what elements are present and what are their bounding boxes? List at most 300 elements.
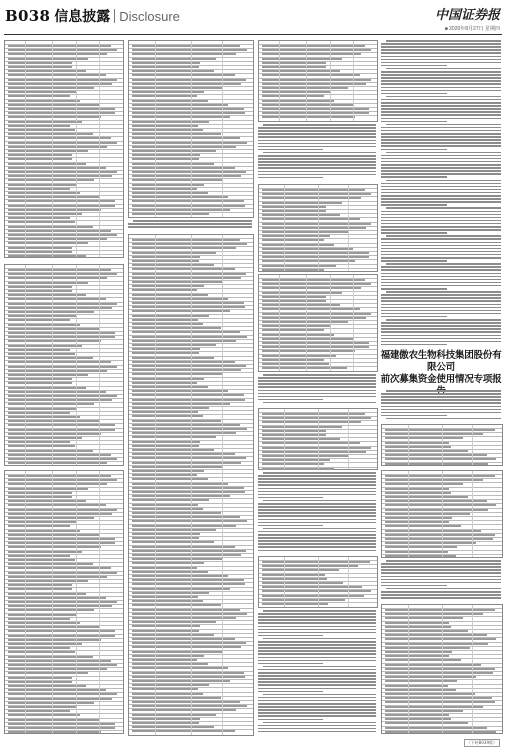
table-row [132, 361, 235, 363]
table-income-statement [4, 264, 124, 466]
table-row [8, 349, 70, 351]
table-row [132, 188, 197, 190]
table-row [262, 451, 366, 453]
table-column-rule [318, 185, 319, 271]
text-line [258, 700, 376, 702]
table-row [262, 338, 353, 340]
text-line [258, 396, 376, 398]
table-row [132, 243, 247, 245]
table-row [132, 428, 247, 430]
table-row [8, 163, 86, 165]
table-row [132, 91, 204, 93]
text-line [258, 130, 376, 132]
table-row [132, 579, 244, 581]
header-rule [4, 34, 502, 35]
text-line [258, 543, 376, 545]
table-fund-usage [258, 408, 378, 470]
table-column-rule [318, 557, 319, 607]
text-line [263, 528, 376, 530]
table-column-rule [155, 41, 156, 217]
text-line [263, 374, 376, 376]
table-row [132, 273, 246, 275]
table-row [132, 613, 247, 615]
table-row [8, 175, 112, 177]
text-line [258, 177, 323, 179]
table-row [132, 541, 214, 543]
text-line [258, 494, 376, 496]
text-line [381, 597, 501, 599]
text-line [258, 635, 323, 637]
table-row [8, 719, 99, 721]
table-row [262, 442, 360, 444]
table-row [132, 684, 209, 686]
table-row [132, 609, 240, 611]
text-block [381, 560, 501, 600]
table-column-rule [76, 41, 77, 257]
text-block [258, 124, 376, 180]
table-row [132, 277, 241, 279]
table-row [132, 399, 245, 401]
table-row [132, 184, 204, 186]
table-column-rule [155, 235, 156, 735]
table-row [262, 430, 326, 432]
table-column-rule [191, 235, 192, 735]
table-row [132, 604, 221, 606]
table-row [132, 592, 209, 594]
table-row [132, 533, 200, 535]
text-line [381, 563, 501, 565]
table-row [8, 45, 111, 47]
text-line [381, 591, 501, 593]
table-row [8, 238, 107, 240]
table-row [385, 685, 448, 687]
text-line [258, 684, 376, 686]
table-row [8, 618, 70, 620]
issue-date: ■ 2020年8月27日 星期四 [444, 26, 500, 32]
table-row [385, 710, 463, 712]
table-row [8, 551, 82, 553]
table-row [385, 525, 461, 527]
table-row [132, 630, 199, 632]
table-row [132, 411, 198, 413]
table-row [132, 420, 221, 422]
table-row [385, 546, 457, 548]
text-line [386, 560, 501, 562]
table-row [385, 513, 470, 515]
table-row [132, 567, 197, 569]
table-row [8, 125, 70, 127]
text-line [258, 136, 376, 138]
table-column-rule [353, 275, 354, 371]
text-line [258, 171, 376, 173]
table-row [132, 491, 245, 493]
table-row [262, 574, 325, 576]
table-row [8, 116, 101, 118]
table-row [262, 235, 330, 237]
table-row [262, 468, 334, 470]
table-investment-projects [381, 604, 503, 734]
table-row [132, 625, 200, 627]
table-row [132, 667, 228, 669]
text-line [381, 572, 501, 574]
table-column-rule [99, 265, 100, 465]
table-column-rule [99, 471, 100, 733]
table-row [8, 399, 112, 401]
table-row [262, 334, 334, 336]
table-row [8, 95, 70, 97]
table-row [385, 463, 488, 465]
table-row [132, 432, 236, 434]
column-2 [128, 38, 254, 738]
text-line [381, 566, 501, 568]
table-row [385, 714, 449, 716]
table-column-rule [52, 265, 53, 465]
text-line [258, 644, 376, 646]
table-row [385, 437, 463, 439]
text-line [258, 647, 376, 649]
table-row [132, 104, 228, 106]
table-row [8, 286, 72, 288]
table-row [262, 269, 324, 271]
table-row [262, 413, 365, 415]
table-row [262, 300, 326, 302]
masthead-divider [114, 9, 115, 23]
table-row [132, 163, 214, 165]
table-row [8, 146, 107, 148]
table-row [132, 150, 216, 152]
table-row [132, 79, 246, 81]
table-row [132, 121, 209, 123]
table-row [8, 294, 86, 296]
text-line [258, 725, 376, 727]
table-row [8, 221, 75, 223]
table-row [8, 710, 70, 712]
table-row [8, 668, 107, 670]
table-row [385, 706, 483, 708]
table-row [132, 558, 223, 560]
text-line [258, 703, 376, 705]
text-line [258, 380, 376, 382]
table-row [262, 561, 370, 563]
table-row [132, 365, 246, 367]
table-row [8, 412, 70, 414]
table-row [8, 167, 106, 169]
text-line [381, 399, 501, 401]
table-row [132, 268, 235, 270]
table-column-rule [472, 425, 473, 465]
table-row [132, 642, 246, 644]
text-line [258, 161, 376, 163]
table-row [132, 487, 244, 489]
text-line [258, 616, 376, 618]
table-row [132, 340, 236, 342]
text-line [258, 506, 376, 508]
table-row [8, 209, 101, 211]
table-row [8, 731, 101, 733]
text-line [258, 519, 376, 521]
table-ratios [258, 184, 378, 272]
table-row [132, 192, 208, 194]
text-block [128, 220, 252, 230]
table-row [385, 488, 449, 490]
text-line [258, 377, 376, 379]
table-row [132, 260, 199, 262]
table-row [8, 378, 72, 380]
table-row [132, 730, 235, 732]
table-row [8, 324, 80, 326]
text-line [258, 133, 376, 135]
text-line [381, 415, 447, 417]
table-row [132, 474, 197, 476]
text-line [258, 715, 376, 717]
text-line [258, 626, 376, 628]
text-line [263, 666, 376, 668]
table-fund-comparison [381, 470, 503, 558]
table-row [385, 680, 457, 682]
column-3 [258, 38, 378, 738]
table-row [8, 217, 70, 219]
table-row [132, 415, 203, 417]
table-row [132, 344, 216, 346]
table-row [385, 638, 496, 640]
table-row [8, 53, 107, 55]
table-row [385, 622, 449, 624]
table-row [8, 74, 106, 76]
table-row [132, 617, 236, 619]
text-line [258, 540, 376, 542]
table-row [385, 643, 488, 645]
table-row [132, 575, 228, 577]
text-line [381, 402, 501, 404]
table-row [132, 621, 216, 623]
table-row [132, 213, 209, 215]
text-block [258, 472, 376, 552]
table-row [262, 565, 358, 567]
table-row [8, 382, 72, 384]
table-row [132, 583, 245, 585]
table-row [8, 681, 72, 683]
table-row [262, 595, 364, 597]
table-row [262, 426, 342, 428]
table-row [262, 287, 361, 289]
table-column-rule [353, 41, 354, 121]
text-line [258, 167, 376, 169]
table-row [132, 137, 240, 139]
table-row [132, 701, 240, 703]
table-row [262, 214, 340, 216]
table-row [132, 108, 244, 110]
table-row [8, 184, 76, 186]
table-row [132, 205, 245, 207]
table-row [262, 202, 342, 204]
table-column-rule [99, 41, 100, 257]
text-line [258, 140, 376, 142]
table-row [132, 508, 203, 510]
section-masthead [5, 6, 180, 26]
table-row [132, 680, 230, 682]
text-line [381, 576, 501, 578]
table-row [8, 319, 70, 321]
table-row [132, 310, 230, 312]
table-row [132, 693, 203, 695]
table-row [132, 588, 230, 590]
text-line [258, 681, 376, 683]
table-row [8, 689, 106, 691]
table-column-rule [279, 41, 280, 121]
table-column-rule [306, 41, 307, 121]
text-line [258, 158, 376, 160]
table-row [132, 571, 208, 573]
table-column-rule [348, 557, 349, 607]
table-row [132, 441, 200, 443]
table-row [8, 593, 86, 595]
table-row [262, 231, 348, 233]
table-row [8, 247, 72, 249]
table-row [8, 513, 112, 515]
table-row [262, 355, 336, 357]
text-line [258, 537, 376, 539]
table-column-rule [306, 275, 307, 371]
table-row [8, 504, 106, 506]
table-row [262, 252, 369, 254]
table-row [132, 646, 241, 648]
table-column-rule [284, 557, 285, 607]
table-row [132, 382, 197, 384]
text-line [258, 653, 376, 655]
text-line [258, 515, 376, 517]
table-row [132, 171, 246, 173]
table-column-rule [442, 471, 443, 557]
table-row [8, 100, 80, 102]
table-column-rule [408, 605, 409, 733]
table-row [132, 154, 200, 156]
text-line [258, 622, 376, 624]
table-row [262, 569, 339, 571]
table-row [262, 70, 340, 72]
table-row [262, 95, 324, 97]
table-row [8, 462, 107, 464]
table-row [132, 264, 214, 266]
table-row [132, 499, 209, 501]
table-row [262, 367, 347, 369]
table-row [132, 53, 236, 55]
table-row [132, 424, 240, 426]
table-row [262, 296, 326, 298]
text-line [258, 383, 376, 385]
table-row [132, 403, 230, 405]
column-4-lower [381, 38, 503, 738]
text-line [381, 406, 501, 408]
table-row [132, 45, 240, 47]
paper-masthead [435, 4, 500, 32]
table-row [8, 483, 107, 485]
table-column-rule [25, 265, 26, 465]
table-row [132, 209, 230, 211]
table-row [132, 478, 208, 480]
table-row [132, 436, 216, 438]
table-row [8, 196, 99, 198]
table-row [385, 496, 468, 498]
table-row [132, 554, 241, 556]
text-line [258, 164, 376, 166]
table-row [385, 689, 456, 691]
table-row [132, 676, 245, 678]
table-row [8, 315, 76, 317]
text-line [258, 475, 376, 477]
text-line [258, 731, 376, 733]
table-row [132, 285, 204, 287]
table-row [8, 475, 111, 477]
table-row [132, 445, 199, 447]
table-row [132, 315, 209, 317]
table-row [132, 58, 216, 60]
table-row [132, 158, 199, 160]
table-row [132, 457, 246, 459]
table-row [132, 390, 228, 392]
text-line [258, 484, 376, 486]
table-financial-indicators [128, 40, 254, 218]
table-row [8, 370, 107, 372]
table-row [8, 706, 76, 708]
table-row [385, 664, 481, 666]
table-row [385, 534, 495, 536]
table-column-rule [76, 265, 77, 465]
table-row [132, 336, 247, 338]
table-row [262, 350, 355, 352]
table-row [132, 386, 208, 388]
table-row [132, 298, 228, 300]
text-line [381, 579, 501, 581]
table-row [132, 200, 244, 202]
table-row [8, 563, 93, 565]
table-row [385, 630, 468, 632]
text-line [258, 546, 376, 548]
text-line [258, 497, 323, 499]
table-row [262, 599, 345, 601]
table-column-rule [222, 41, 223, 217]
table-row [262, 417, 371, 419]
text-line [381, 396, 501, 398]
table-row [132, 146, 236, 148]
text-line [258, 632, 376, 634]
text-block [258, 610, 376, 734]
article-title-line-1: 福建傲农生物科技集团股份有限公司 [380, 350, 502, 373]
table-column-rule [284, 409, 285, 469]
table-row [262, 325, 330, 327]
text-line [128, 223, 252, 225]
table-row [385, 676, 476, 678]
table-row [262, 100, 334, 102]
table-row [262, 210, 326, 212]
table-raised-funds [381, 424, 503, 466]
text-line [263, 124, 376, 126]
table-row [132, 112, 245, 114]
text-line [381, 585, 447, 587]
text-line [258, 709, 376, 711]
text-line [263, 500, 376, 502]
table-row [385, 429, 495, 431]
table-row [132, 504, 198, 506]
table-row [8, 622, 80, 624]
text-line [258, 712, 376, 714]
table-row [132, 95, 197, 97]
text-line [258, 522, 376, 524]
text-line [258, 678, 376, 680]
text-line [263, 472, 376, 474]
table-row [132, 663, 208, 665]
table-row [262, 438, 340, 440]
table-row [385, 609, 495, 611]
